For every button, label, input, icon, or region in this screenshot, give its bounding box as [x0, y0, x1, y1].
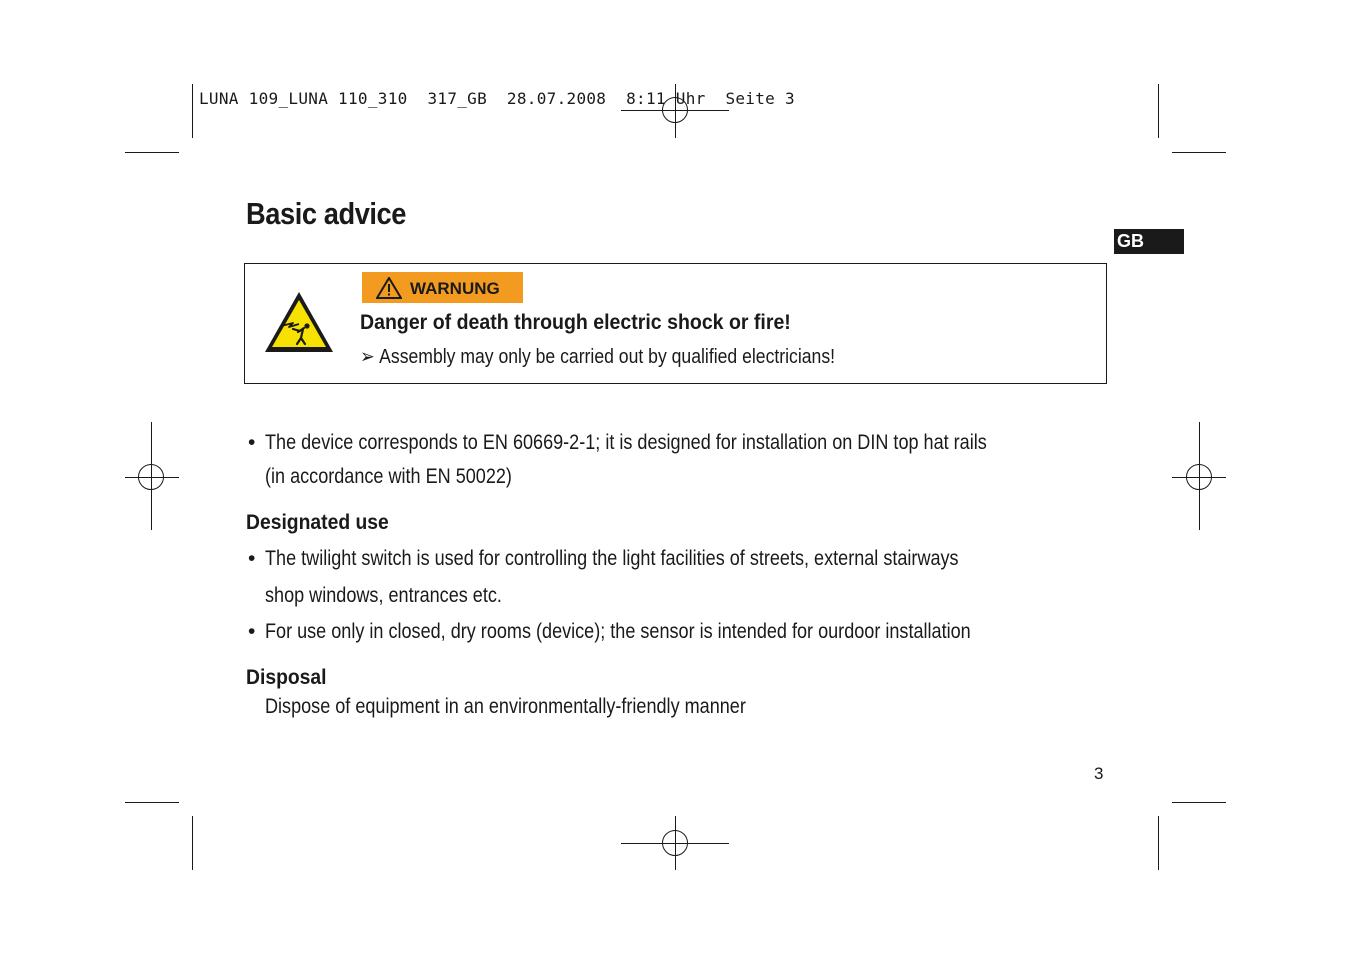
bullet-dot: •	[248, 620, 256, 643]
warning-instruction-text: Assembly may only be carried out by qualified electricians!	[379, 346, 836, 368]
crop-mark-top-right-v	[1158, 84, 1159, 138]
crop-mark-bottom-right-h	[1172, 802, 1226, 803]
warning-box	[244, 263, 1107, 384]
crop-mark-bottom-left-v	[192, 816, 193, 870]
language-tab: GB	[1114, 229, 1184, 254]
warning-label-badge	[362, 272, 523, 303]
crop-mark-top-left-h	[125, 152, 179, 153]
print-slug-line: LUNA 109_LUNA 110_310 317_GB 28.07.2008 8:11 Uhr Seite 3	[199, 89, 795, 108]
crop-mark-bottom-left-h	[125, 802, 179, 803]
designated-use-text-line-2: shop windows, entrances etc.	[265, 584, 502, 607]
crop-mark-top-right-h	[1172, 152, 1226, 153]
page-title: Basic advice	[246, 196, 407, 231]
bullet-dot: •	[248, 431, 256, 454]
registration-mark-bottom-circle	[662, 830, 688, 856]
electric-shock-hazard-icon	[263, 290, 335, 354]
intro-text-line-2: (in accordance with EN 50022)	[265, 465, 512, 488]
registration-mark-right-circle	[1186, 464, 1212, 490]
arrow-bullet-icon: ➢	[360, 346, 375, 368]
bullet-dot: •	[248, 547, 256, 570]
crop-mark-bottom-right-v	[1158, 816, 1159, 870]
warning-triangle-icon	[376, 277, 402, 299]
designated-use-heading: Designated use	[246, 511, 389, 534]
page-number: 3	[1094, 764, 1104, 783]
warning-title: Danger of death through electric shock or fire!	[360, 311, 791, 334]
intro-text-line-1: The device corresponds to EN 60669-2-1; it is designed for installation on DIN top hat rails	[265, 431, 987, 454]
designated-use-text-line-3: For use only in closed, dry rooms (device); the sensor is intended for ourdoor installation	[265, 620, 971, 643]
designated-use-text-line-1: The twilight switch is used for controlling the light facilities of streets, external stairways	[265, 547, 959, 570]
disposal-heading: Disposal	[246, 666, 327, 689]
warning-instruction	[360, 344, 835, 369]
crop-mark-top-left-v	[192, 84, 193, 138]
warning-label-text: WARNUNG	[410, 279, 500, 298]
registration-mark-left-circle	[138, 464, 164, 490]
disposal-text: Dispose of equipment in an environmentally-friendly manner	[265, 695, 746, 718]
